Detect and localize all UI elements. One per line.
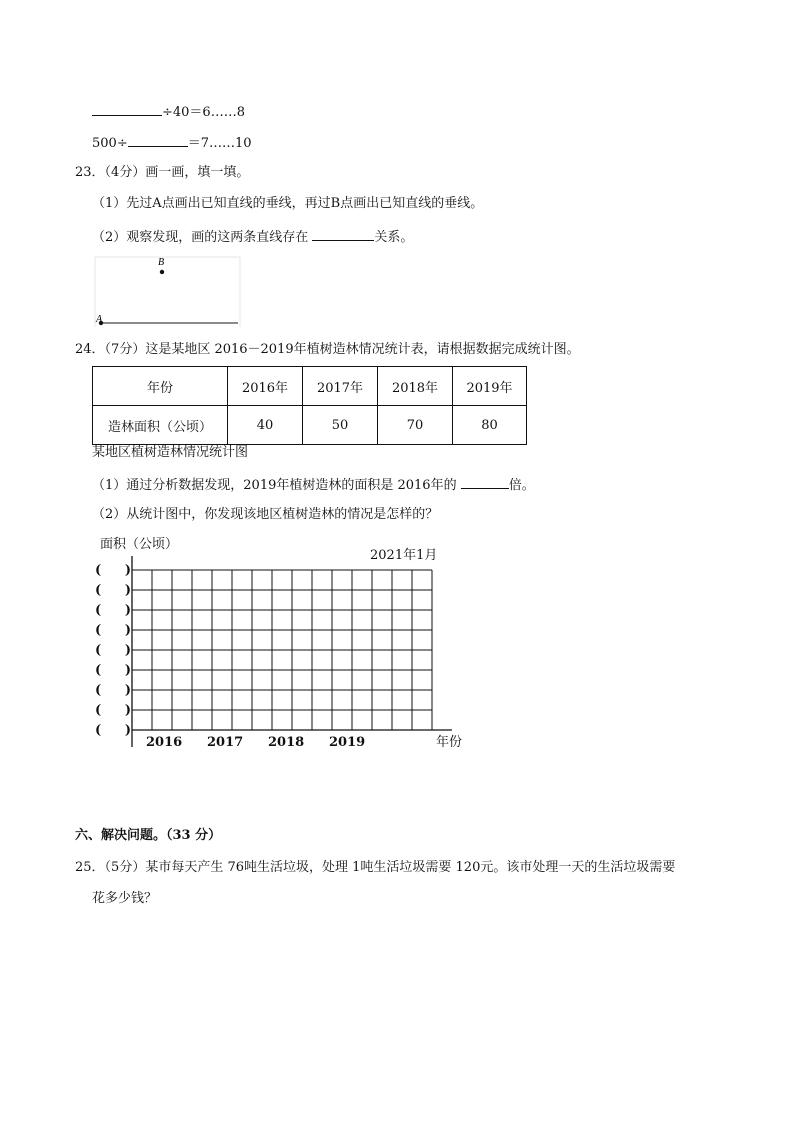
chart-xlabel: 年份 [436, 735, 463, 750]
chart-caption: 某地区植树造林情况统计图 [92, 445, 249, 460]
x-tick-label: 2019 [329, 735, 366, 750]
q24-title: 24．（7分）这是某地区 2016－2019年植树造林情况统计表，请根据数据完成统计图。 [75, 342, 580, 357]
chart-ylabel: 面积（公顷） [100, 537, 179, 552]
table-header-cell: 2016年 [228, 367, 303, 406]
table-row-label: 造林面积（公顷） [93, 406, 228, 445]
table-cell: 50 [303, 406, 378, 445]
y-tick-label[interactable]: ( ) [95, 563, 131, 578]
y-tick-label[interactable]: ( ) [95, 723, 131, 738]
q22-line2: 500÷ ＝7……10 [92, 136, 252, 151]
y-tick-label[interactable]: ( ) [95, 583, 131, 598]
point-b-label: B [158, 257, 165, 268]
table-header-cell: 年份 [93, 367, 228, 406]
table-cell: 40 [228, 406, 303, 445]
y-tick-label[interactable]: ( ) [95, 663, 131, 678]
table-cell: 80 [453, 406, 527, 445]
table-header-cell: 2019年 [453, 367, 527, 406]
x-tick-label: 2017 [207, 735, 244, 750]
q22-line1: ÷40＝6……8 [92, 103, 245, 121]
point-a-label: A [96, 314, 103, 325]
table-header-cell: 2017年 [303, 367, 378, 406]
q25-line1: 25．（5分）某市每天产生 76吨生活垃圾，处理 1吨生活垃圾需要 120元。该市处理一天的生活垃圾需要 [75, 860, 676, 875]
table-header-cell: 2018年 [378, 367, 453, 406]
q24-sub2: （2）从统计图中，你发现该地区植树造林的情况是怎样的？ [92, 507, 439, 522]
q24-sub1: （1）通过分析数据发现，2019年植树造林的面积是 2016年的 倍。 [92, 478, 535, 493]
table-cell: 70 [378, 406, 453, 445]
y-tick-label[interactable]: ( ) [95, 623, 131, 638]
x-tick-label: 2018 [268, 735, 305, 750]
y-tick-label[interactable]: ( ) [95, 683, 131, 698]
q23-sub2: （2）观察发现，画的这两条直线存在 关系。 [92, 230, 414, 245]
q23-sub1: （1）先过A点画出已知直线的垂线，再过B点画出已知直线的垂线。 [92, 196, 484, 211]
y-tick-label[interactable]: ( ) [95, 603, 131, 618]
chart-date-label: 2021年1月 [370, 548, 438, 563]
x-tick-label: 2016 [146, 735, 183, 750]
y-tick-label[interactable]: ( ) [95, 643, 131, 658]
y-tick-label[interactable]: ( ) [95, 703, 131, 718]
section-6-title: 六、解决问题。（33 分） [75, 828, 222, 843]
q23-title: 23．（4分）画一画，填一填。 [75, 165, 250, 180]
q25-line2: 花多少钱？ [92, 891, 158, 906]
